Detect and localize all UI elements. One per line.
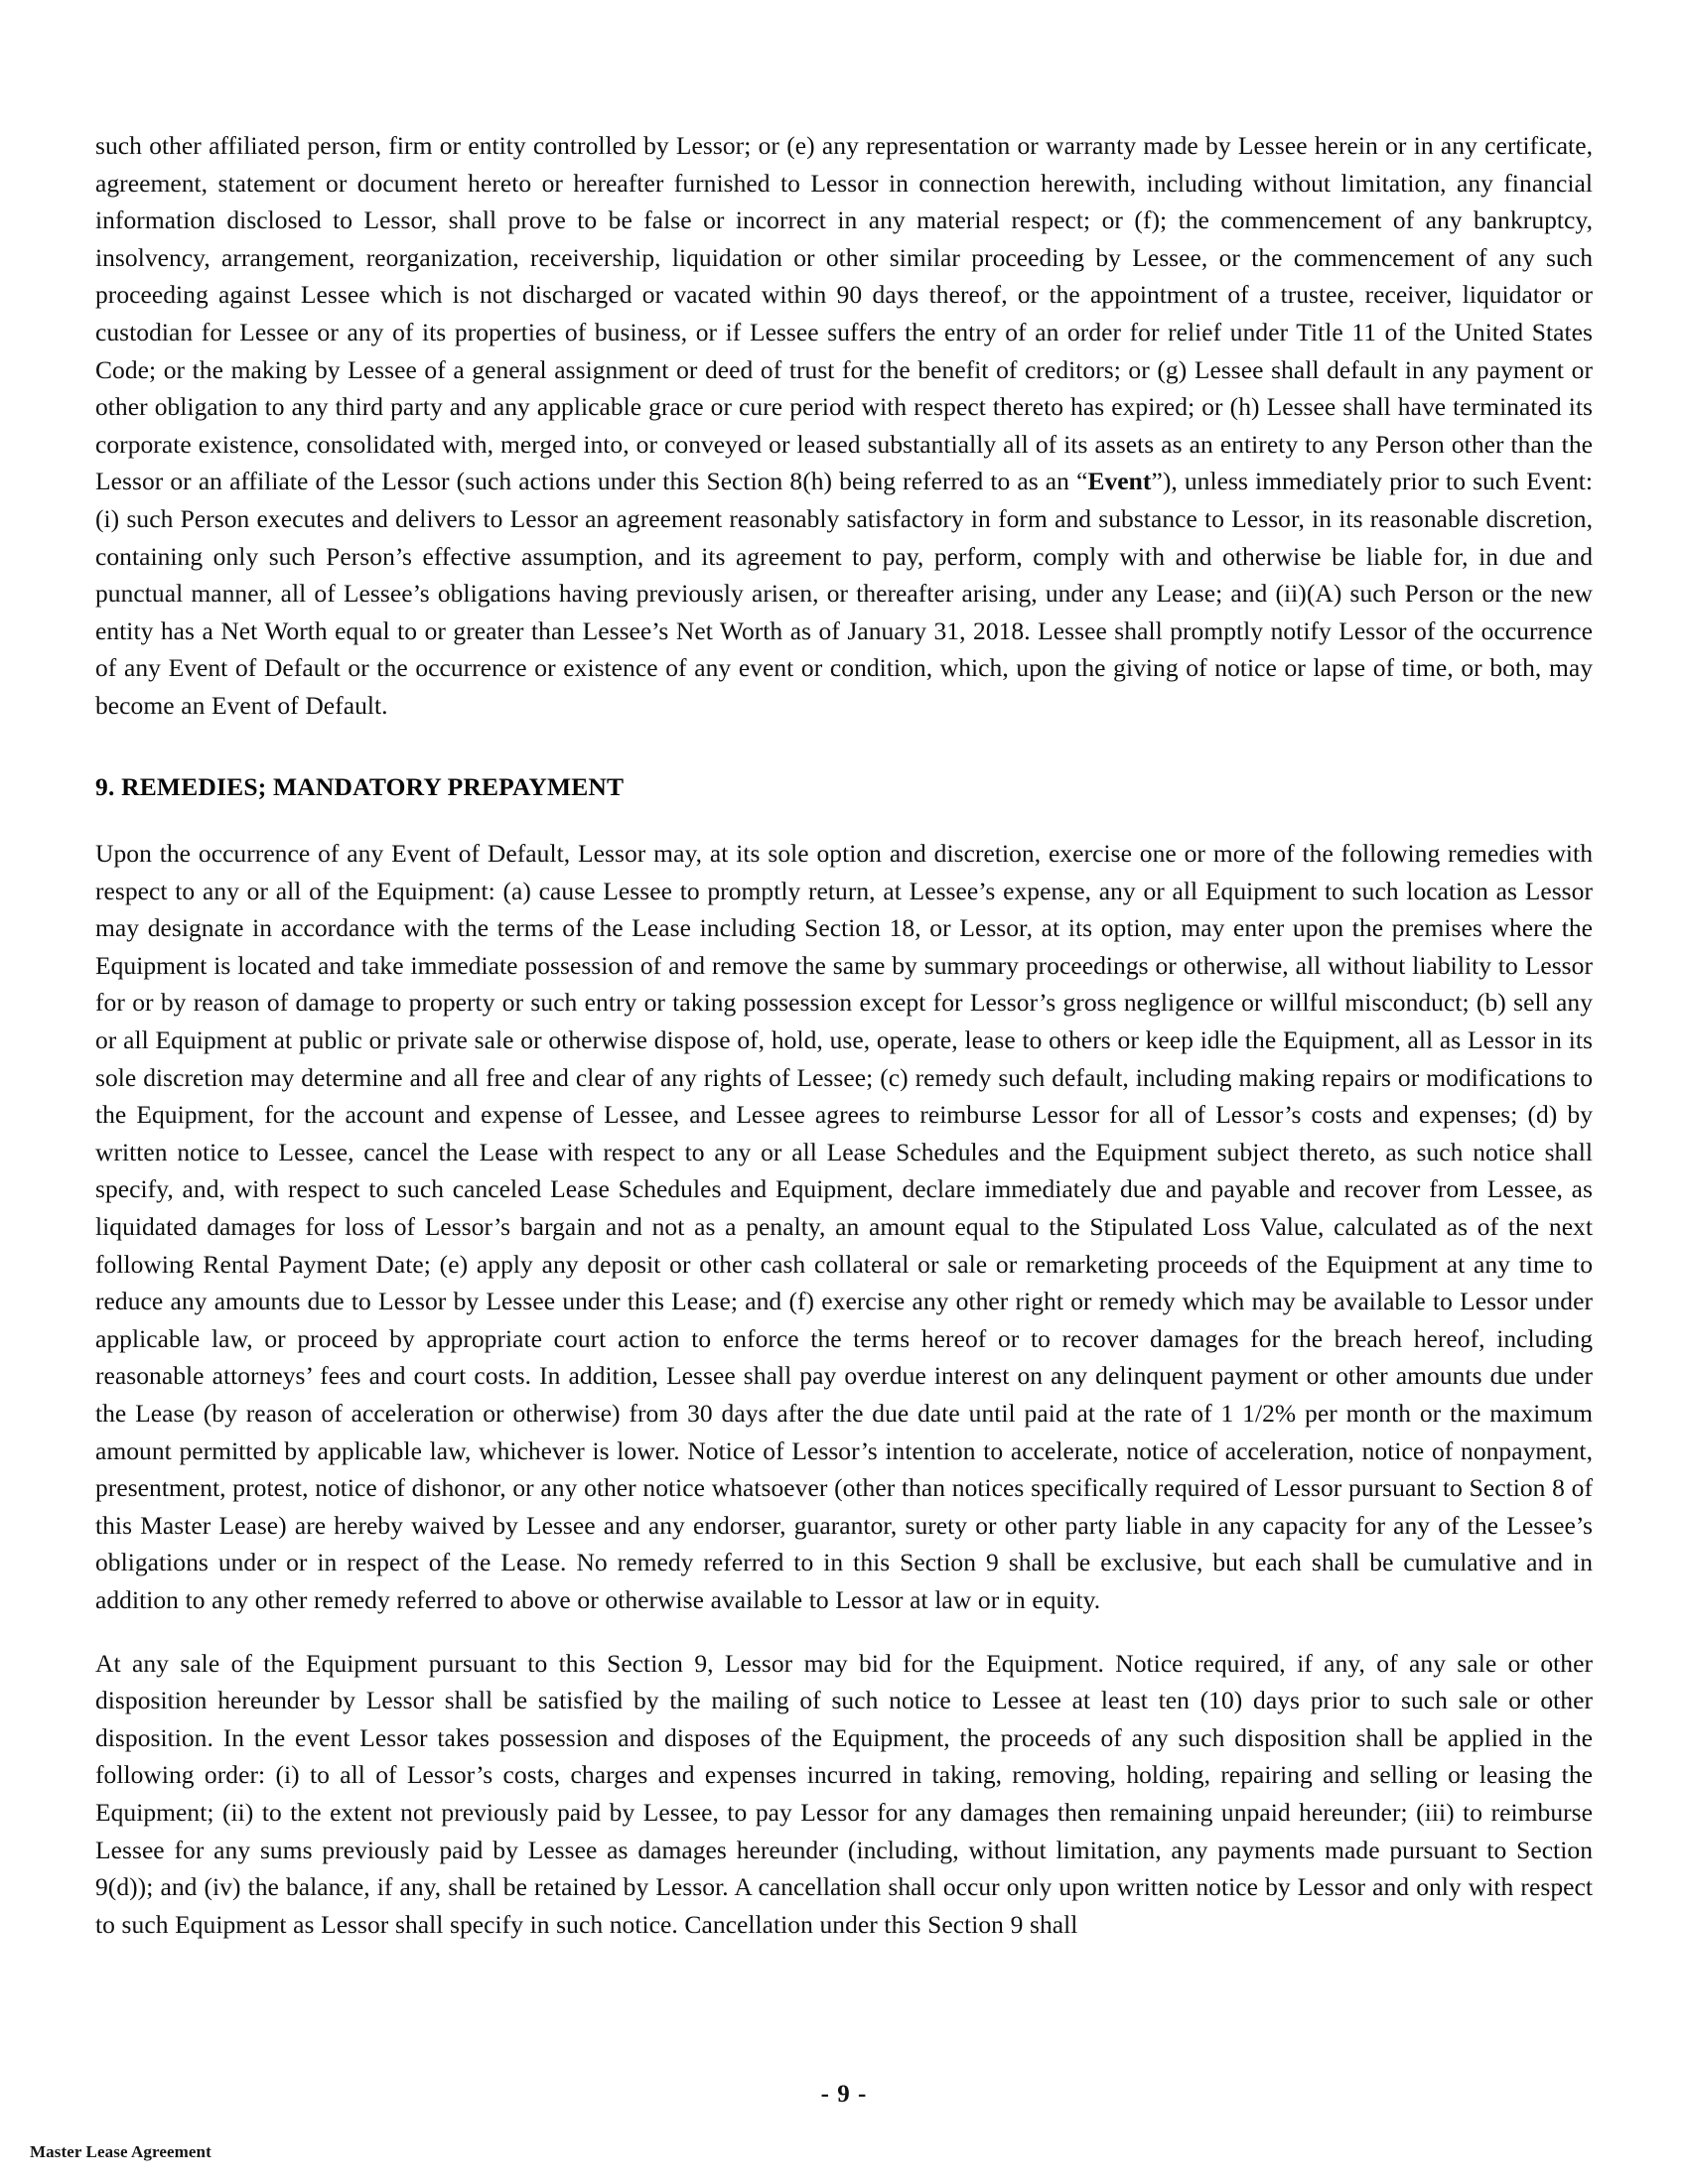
paragraph-sale-of-equipment: At any sale of the Equipment pursuant to this Section 9, Lessor may bid for the Equipment. Notice required, if any, of any sale or other disposition hereunder by Lessor shall be satisfied by the mailing of such notice to Lessee at least ten (10) days prior to such sale or other disposition. In the event Lessor takes possession and disposes of the Equipment, the proceeds of any such disposition shall be applied in the following order: (i) to all of Lessor’s costs, charges and expenses incurred in taking, removing, holding, repairing and selling or leasing the Equipment; (ii) to the extent not previously paid by Lessee, to pay Lessor for any damages then remaining unpaid hereunder; (iii) to reimburse Lessee for any sums previously paid by Lessee as damages hereunder (including, without limitation, any payments made pursuant to Section 9(d)); and (iv) the balance, if any, shall be retained by Lessor. A cancellation shall occur only upon written notice by Lessor and only with respect to such Equipment as Lessor shall specify in such notice. Cancellation under this Section 9 shall <box>95 1648 1593 1939</box>
paragraph-text-before-term: such other affiliated person, firm or entity controlled by Lessor; or (e) any representation or warranty made by Lessee herein or in any certificate, agreement, statement or document hereto or hereafter furnished to Lessor in connection herewith, including without limitation, any financial information disclosed to Lessor, shall prove to be false or incorrect in any material respect; or (f); the commencement of any bankruptcy, insolvency, arrangement, reorganization, receivership, liquidation or other similar proceeding by Lessee, or the commencement of any such proceeding against Lessee which is not discharged or vacated within 90 days thereof, or the appointment of a trustee, receiver, liquidator or custodian for Lessee or any of its properties of business, or if Lessee suffers the entry of an order for relief under Title 11 of the United States Code; or the making by Lessee of a general assignment or deed of trust for the benefit of creditors; or (g) Lessee shall default in any payment or other obligation to any third party and any applicable grace or cure period with respect thereto has expired; or (h) Lessee shall have terminated its corporate existence, consolidated with, merged into, or conveyed or leased substantially all of its assets as an entirety to any Person other than the Lessor or an affiliate of the Lessor (such actions under this Section 8(h) being referred to as an “ <box>95 131 1593 496</box>
section-heading-remedies: 9. REMEDIES; MANDATORY PREPAYMENT <box>95 771 625 801</box>
page-number: - 9 - <box>820 2081 868 2108</box>
paragraph-continued-default-events <box>95 127 1593 725</box>
paragraph-remedies: Upon the occurrence of any Event of Default, Lessor may, at its sole option and discretion, exercise one or more of the following remedies with respect to any or all of the Equipment: (a) cause Lessee to promptly return, at Lessee’s expense, any or all Equipment to such location as Lessor may designate in accordance with the terms of the Lease including Section 18, or Lessor, at its option, may enter upon the premises where the Equipment is located and take immediate possession of and remove the same by summary proceedings or otherwise, all without liability to Lessor for or by reason of damage to property or such entry or taking possession except for Lessor’s gross negligence or willful misconduct; (b) sell any or all Equipment at public or private sale or otherwise dispose of, hold, use, operate, lease to others or keep idle the Equipment, all as Lessor in its sole discretion may determine and all free and clear of any rights of Lessee; (c) remedy such default, including making repairs or modifications to the Equipment, for the account and expense of Lessee, and Lessee agrees to reimburse Lessor for all of Lessor’s costs and expenses; (d) by written notice to Lessee, cancel the Lease with respect to any or all Lease Schedules and the Equipment subject thereto, as such notice shall specify, and, with respect to such canceled Lease Schedules and Equipment, declare immediately due and payable and recover from Lessee, as liquidated damages for loss of Lessor’s bargain and not as a penalty, an amount equal to the Stipulated Loss Value, calculated as of the next following Rental Payment Date; (e) apply any deposit or other cash collateral or sale or remarketing proceeds of the Equipment at any time to reduce any amounts due to Lessor by Lessee under this Lease; and (f) exercise any other right or remedy which may be available to Lessor under applicable law, or proceed by appropriate court action to enforce the terms hereof or to recover damages for the breach hereof, including reasonable attorneys’ fees and court costs. In addition, Lessee shall pay overdue interest on any delinquent payment or other amounts due under the Lease (by reason of acceleration or otherwise) from 30 days after the due date until paid at the rate of 1 1/2% per month or the maximum amount permitted by applicable law, whichever is lower. Notice of Lessor’s intention to accelerate, notice of acceleration, notice of nonpayment, presentment, protest, notice of dishonor, or any other notice whatsoever (other than notices specifically required of Lessor pursuant to Section 8 of this Master Lease) are hereby waived by Lessee and any endorser, guarantor, surety or other party liable in any capacity for any of the Lessee’s obligations under or in respect of the Lease. No remedy referred to in this Section 9 shall be exclusive, but each shall be cumulative and in addition to any other remedy referred to above or otherwise available to Lessor at law or in equity. <box>95 839 1593 1614</box>
paragraph-text-after-term: ”), unless immediately prior to such Event: (i) such Person executes and delivers to Lessor an agreement reasonably satisfactory in form and substance to Lessor, in its reasonable discretion, containing only such Person’s effective assumption, and its agreement to pay, perform, comply with and otherwise be liable for, in due and punctual manner, all of Lessee’s obligations having previously arisen, or thereafter arising, under any Lease; and (ii)(A) such Person or the new entity has a Net Worth equal to or greater than Lessee’s Net Worth as of January 31, 2018. Lessee shall promptly notify Lessor of the occurrence of any Event of Default or the occurrence or existence of any event or condition, which, upon the giving of notice or lapse of time, or both, may become an Event of Default. <box>95 467 1593 720</box>
footer-document-title: Master Lease Agreement <box>30 2142 211 2161</box>
page-content <box>95 127 1593 1943</box>
heading-spacer <box>95 751 1593 768</box>
defined-term-event: Event <box>1087 467 1152 496</box>
